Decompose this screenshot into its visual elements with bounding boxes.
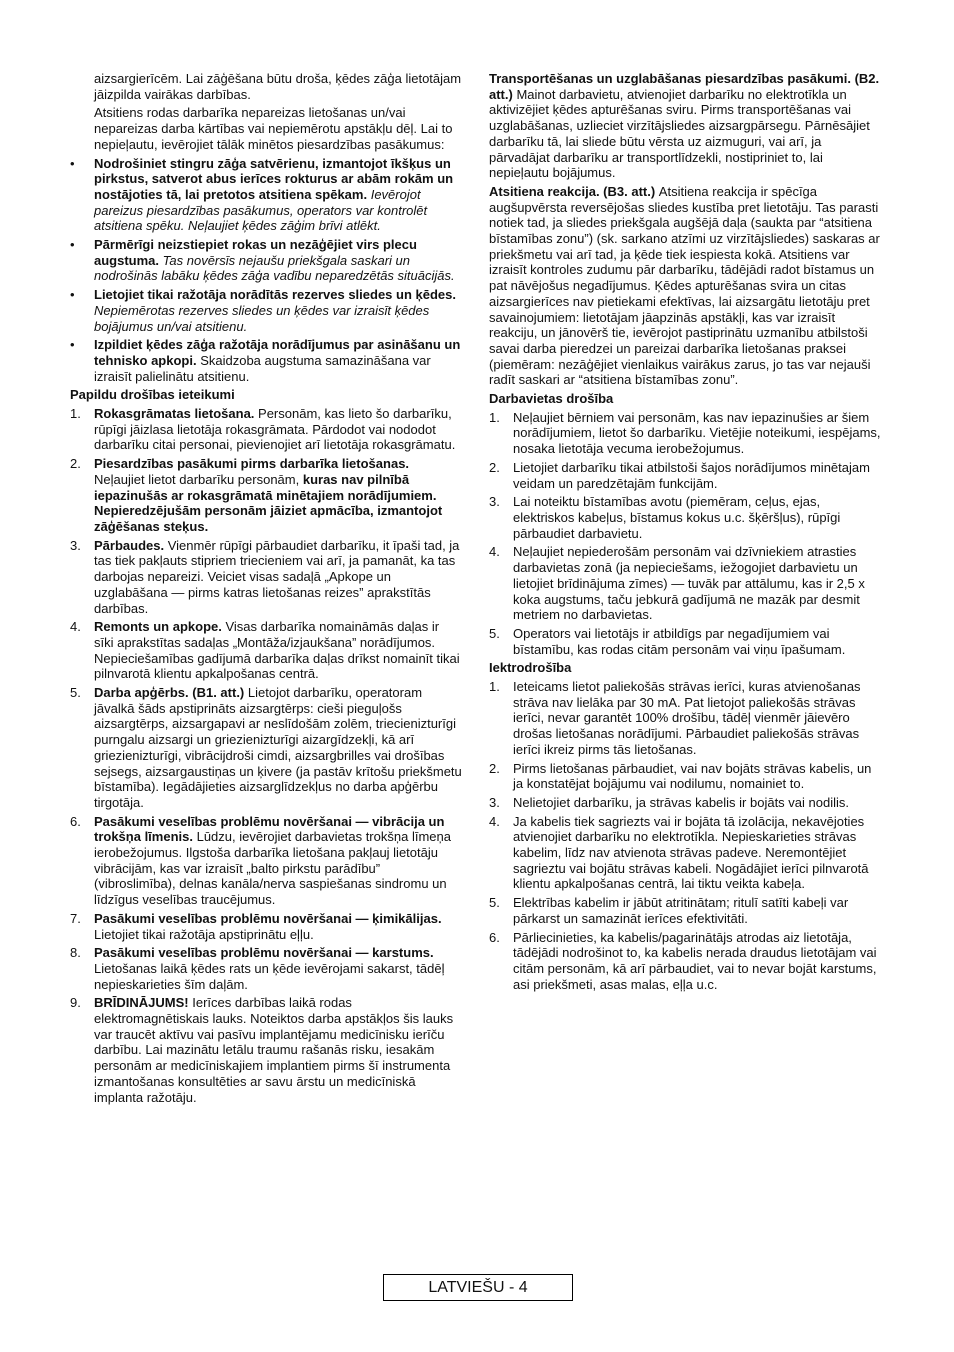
item-text: Ieteicams lietot paliekošās strāvas ierīci, kuras atvienošanas strāva nav lielāka par 30 mA. Pat lietojot paliekošās strāvas ierīci, nevar garantēt 100% drošību, tādēļ vienmēr jāievēro drošas lietošanas norādījumi. Pārbaudiet paliekošās strāvas ierīci ikreiz pirms tās lietošanas. (513, 679, 861, 757)
item-text: Lietojiet darbarīku tikai atbilstoši šajos norādījumos minētajam veidam un paredzētajām funkcijām. (513, 459, 870, 491)
item-number: 2. (489, 459, 500, 475)
electrical-safety-list (489, 679, 881, 992)
item-number: 5. (489, 625, 500, 641)
list-item (489, 494, 881, 541)
list-item (489, 410, 881, 457)
item-bold: Rokasgrāmatas lietošana. (94, 406, 259, 422)
item-bold: Pasākumi veselības problēmu novēršanai — vibrācija un trokšņa līmenis. (94, 813, 445, 845)
item-number: 9. (70, 995, 81, 1011)
item-number: 1. (489, 409, 500, 425)
right-column (489, 71, 881, 995)
transport-text: Mainot darbavietu, atvienojiet darbarīku no elektrotīkla un aktivizējiet ķēdes apturēšanas sviru. Pirms transportēšanas vai uzglabāšanas, uzlieciet virzītājsliedes aizsargpārsegu. Pārnēsājiet darbarīku tā, lai sliede būtu vērsta uz aizmuguri, vai arī, ja pārvadājat darbarīku ar transportlīdzekli, nostipriniet to, lai nepieļautu bojājumus. (489, 86, 870, 181)
list-item (70, 456, 462, 535)
item-text: Visas darbarīka nomaināmās daļas ir sīki aprakstītas sadaļas „Montāža/izjaukšana” norādījumos. Nepieciešamības gadījumā darbarīka daļas drīkst nomainīt tikai pilnvarotā klientu apkalpošanas centrā. (94, 619, 460, 682)
bullet-item (70, 156, 462, 235)
list-item (489, 930, 881, 993)
item-text: Neļaujiet nepiederošām personām vai dzīvniekiem atrasties darbavietas zonā (ja nepieciešams, iežogojiet darbavietu un lietojiet brīdinājuma zīmes) — tuvāk par attālumu, kas ir 2,5 x koka augstums, taču jebkurā gadījumā ne mazāk par desmit metriem no darbavietas. (513, 544, 865, 623)
list-item (70, 619, 462, 682)
transport-paragraph (489, 71, 881, 181)
bullet-bold: Lietojiet tikai ražotāja norādītās rezerves sliedes un ķēdes. (94, 287, 456, 303)
item-number: 2. (489, 760, 500, 776)
item-text: Lietojiet tikai ražotāja apstiprinātu eļļu. (94, 926, 314, 942)
list-item (70, 945, 462, 992)
item-number: 4. (489, 544, 500, 560)
list-item (70, 685, 462, 811)
kickback-text: Atsitiena reakcija ir spēcīga augšupvērsta reversējošas sliedes kustība pret lietotāju. Tas parasti notiek tad, ja sliedes priekšgala augšējā daļa (saukta par “atsitiena bīstamības zonu”) (sk. sarkano atzīmi uz virzītājsliedes) saskaras ar priekšmetu vai arī tad, ja ķēde tiek iespiesta kokā. Atsitiens var izraisīt kontroles zudumu pār darbarīku, tādējādi radot bīstamus un pat nāvējošus negadījumus. Ķēdes apturēšanas svira un citas aizsargierīces nav pietiekami efektīvas, lai aizsargātu lietotāju pret savainojumiem: lietotājam jāapzinās apstākļi, kas var izraisīt reakciju, un jānovērš tie, ievērojot pastiprinātu uzmanību atbilstoši savai darba pieredzei un pareizai darbarīka lietošanas praksei (piemēram: nezāģējiet vienlaikus vairākus zarus, jo tas var nejauši radīt saskari ar “atsitiena bīstamības zonu”. (489, 183, 880, 388)
item-number: 5. (70, 685, 81, 701)
list-item (489, 895, 881, 926)
item-number: 4. (70, 619, 81, 635)
page-footer: LATVIEŠU - 4 (383, 1274, 573, 1301)
work-area-list (489, 410, 881, 658)
item-number: 8. (70, 945, 81, 961)
left-column (70, 71, 462, 1108)
intro-paragraph-2: Atsitiens rodas darbarīka nepareizas lietošanas un/vai nepareizas darba kārtības vai nepiemērotu apstākļu dēļ. Lai to nepieļautu, ievērojiet tālāk minētos piesardzības pasākumus: (94, 105, 453, 152)
list-item (70, 911, 462, 942)
item-text: Pārliecinieties, ka kabelis/pagarinātājs atrodas aiz lietotāja, tādējādi nodrošinot to, ka kabelis nerada draudus lietotājam vai citām personām, kā arī pārbaudiet, vai to nevar bojāt karstums, asi priekšmeti, asas malas, eļļa u.c. (513, 929, 877, 992)
transport-heading: Transportēšanas un uzglabāšanas piesardzības pasākumi. (B2. att.) (489, 71, 880, 102)
item-bold: Darba apģērbs. (B1. att.) (94, 685, 248, 701)
list-item (489, 795, 881, 811)
bullet-bold: Izpildiet ķēdes zāģa ražotāja norādījumus par asināšanu un tehnisko apkopi. (94, 337, 461, 368)
kickback-heading: Atsitiena reakcija. (B3. att.) (489, 183, 659, 199)
item-bold: Remonts un apkope. (94, 619, 226, 635)
list-item (70, 814, 462, 908)
item-text: Neļaujiet bērniem vai personām, kas nav iepazinušies ar šiem norādījumiem, lietot šo darbarīku. Vietējie noteikumi, iespējams, nosaka lietotāja vecuma ierobežojumus. (513, 409, 881, 457)
item-bold: Pasākumi veselības problēmu novēršanai — ķimikālijas. (94, 910, 442, 926)
item-bold: Piesardzības pasākumi pirms darbarīka lietošanas. (94, 456, 410, 472)
list-item (489, 544, 881, 623)
item-number: 3. (70, 537, 81, 553)
item-text: Elektrības kabelim ir jābūt atritinātam; ritulī satīti kabeļi var pārkarst un samazināt ierīces efektivitāti. (513, 895, 849, 926)
additional-safety-list (70, 406, 462, 1105)
list-item (489, 679, 881, 758)
list-item (70, 995, 462, 1105)
list-item (70, 538, 462, 617)
item-number: 6. (70, 813, 81, 829)
item-text: Vienmēr rūpīgi pārbaudiet darbarīku, it īpaši tad, ja tas tiek pakļauts stipriem triecieniem vai arī, ja pamanāt, ka tas darbojas nepareizi. Veiciet visas sadaļā „Apkope un uzglabāšana — pirms katras lietošanas reizes” aprakstītās darbības. (94, 537, 460, 616)
bullet-bold: Pārmērīgi neizstiepiet rokas un nezāģējiet virs plecu augstuma. (94, 237, 417, 268)
item-text: Pirms lietošanas pārbaudiet, vai nav bojāts strāvas kabelis, un ja konstatējat bojājumu vai nodilumu, nomainiet to. (513, 760, 872, 792)
item-text: Lūdzu, ievērojiet darbavietas trokšņa līmeņa ierobežojumus. Ilgstoša darbarīka lietošana pakļauj lietotāju vibrācijām, kas var izraisīt „balto pirkstu parādību” (vibroslimība), delnas kanāla/nerva saspiešanas sindromu un līdzīgus veselības traucējumus. (94, 829, 451, 908)
item-bold: kuras nav pilnībā iepazinušās ar rokasgrāmatā minētajiem norādījumiem. Nepieredzējušām personām jāiziet apmācība, izmantojot zāģēšanas steķus. (94, 471, 443, 534)
list-item (489, 626, 881, 657)
kickback-paragraph (489, 184, 881, 388)
item-bold: Pasākumi veselības problēmu novēršanai — karstums. (94, 945, 434, 961)
item-text: Personām, kas lieto šo darbarīku, rūpīgi jāizlasa lietotāja rokasgrāmata. Pārdodot vai nododot darbarīku citai personai, pievienojiet arī lietotāja rokasgrāmatu. (94, 406, 456, 453)
bullet-item (70, 237, 462, 284)
bullet-item (70, 287, 462, 334)
bullet-italic: Ievērojot pareizus piesardzības pasākumus, operators var kontrolēt atsitiena spēku. Neļaujiet ķēdes zāģim brīvi atlēkt. (94, 186, 428, 234)
item-number: 5. (489, 895, 500, 911)
item-number: 2. (70, 456, 81, 472)
bullet-bold: Nodrošiniet stingru zāģa satvērienu, izmantojot īkšķus un pirkstus, satverot abus ierīces rokturus ar abām rokām un nostājoties tā, lai pretotos atsitiena spēkam. (94, 155, 454, 202)
item-number: 6. (489, 929, 500, 945)
item-number: 1. (489, 679, 500, 695)
list-item (489, 460, 881, 491)
bullet-italic: Nepiemērotas rezerves sliedes un ķēdes var izraisīt ķēdes bojājumus un/vai atsitienu. (94, 302, 430, 334)
item-text: Ja kabelis tiek sagriezts vai ir bojāta tā izolācija, nekavējoties atvienojiet darbarīku no elektrotīkla. Nepieskarieties strāvas kabelim, līdz nav atvienota strāvas padeve. Neremontējiet sagrieztu vai bojātu strāvas kabeli. Nogādājiet ierīci pilnvarotā klientu apkalpošanas centrā, lai tiktu veikta kabeļa. (513, 813, 869, 892)
kickback-precautions-list (70, 156, 462, 385)
item-number: 3. (489, 494, 500, 510)
bullet-text: Skaidzoba augstuma samazināšana var izraisīt palielinātu atsitienu. (94, 352, 431, 384)
electrical-safety-heading: Iektrodrošība (489, 660, 572, 676)
item-text: Ierīces darbības laikā rodas elektromagnētiskais lauks. Noteiktos darba apstākļos šis lauks var traucēt aktīvu vai pasīvu implantējamu medicīnisku ierīču darbību. Lai mazinātu letālu traumu rašanās risku, iesakām personām ar medicīniskajiem implantiem pirms šī instrumenta izmantošanas konsultēties ar savu ārstu un medicīniskā implanta ražotāju. (94, 995, 454, 1105)
item-number: 3. (489, 794, 500, 810)
intro-paragraph-1: aizsargierīcēm. Lai zāģēšana būtu droša, ķēdes zāģa lietotājam jāizpilda vairākas darbības. (94, 71, 462, 102)
list-item (489, 761, 881, 792)
item-text: Operators vai lietotājs ir atbildīgs par negadījumiem vai bīstamību, kas rodas citām personām vai viņu īpašumam. (513, 625, 846, 657)
item-text: Neļaujiet lietot darbarīku personām, (94, 471, 303, 487)
item-bold: BRĪDINĀJUMS! (94, 995, 193, 1011)
item-text: Nelietojiet darbarīku, ja strāvas kabelis ir bojāts vai nodilis. (513, 794, 849, 810)
item-text: Lietošanas laikā ķēdes rats un ķēde ievērojami sakarst, tādēļ nepieskarieties šīm daļām. (94, 960, 445, 992)
list-item (70, 406, 462, 453)
item-bold: Pārbaudes. (94, 537, 168, 553)
item-number: 1. (70, 406, 81, 422)
additional-safety-heading: Papildu drošības ieteikumi (70, 387, 235, 403)
item-number: 4. (489, 813, 500, 829)
item-number: 7. (70, 910, 81, 926)
bullet-italic: Tas novērsīs nejaušu priekšgala saskari un nodrošinās labāku ķēdes zāģa vadību neparedzētās situācijās. (94, 252, 455, 284)
item-text: Lietojot darbarīku, operatoram jāvalkā šāds apstiprināts aizsargtērps: cieši pieguļošs aizsargtērps, aizsargapavi ar neslīdošām zolēm, triecienizturīgi purngalu aizsargi un griezienizturīgi aizargīdzekļi, kā arī griezienizturīgi, vibrācijdroši cimdi, aizsargbrilles vai drošības sejsegs, aizsargaustiņas un ķivere (ja pastāv krītošu priekšmetu bīstamība). Iegādājieties aizsarglīdzekļus no darba apģērbu tirgotāja. (94, 685, 462, 810)
item-text: Lai noteiktu bīstamības avotu (piemēram, ceļus, ejas, elektriskos kabeļus, bīstamus kokus u.c. šķēršļus), rūpīgi pārbaudiet darbavietu. (513, 494, 841, 541)
work-area-heading: Darbavietas drošība (489, 391, 614, 407)
list-item (489, 814, 881, 893)
bullet-item (70, 337, 462, 384)
